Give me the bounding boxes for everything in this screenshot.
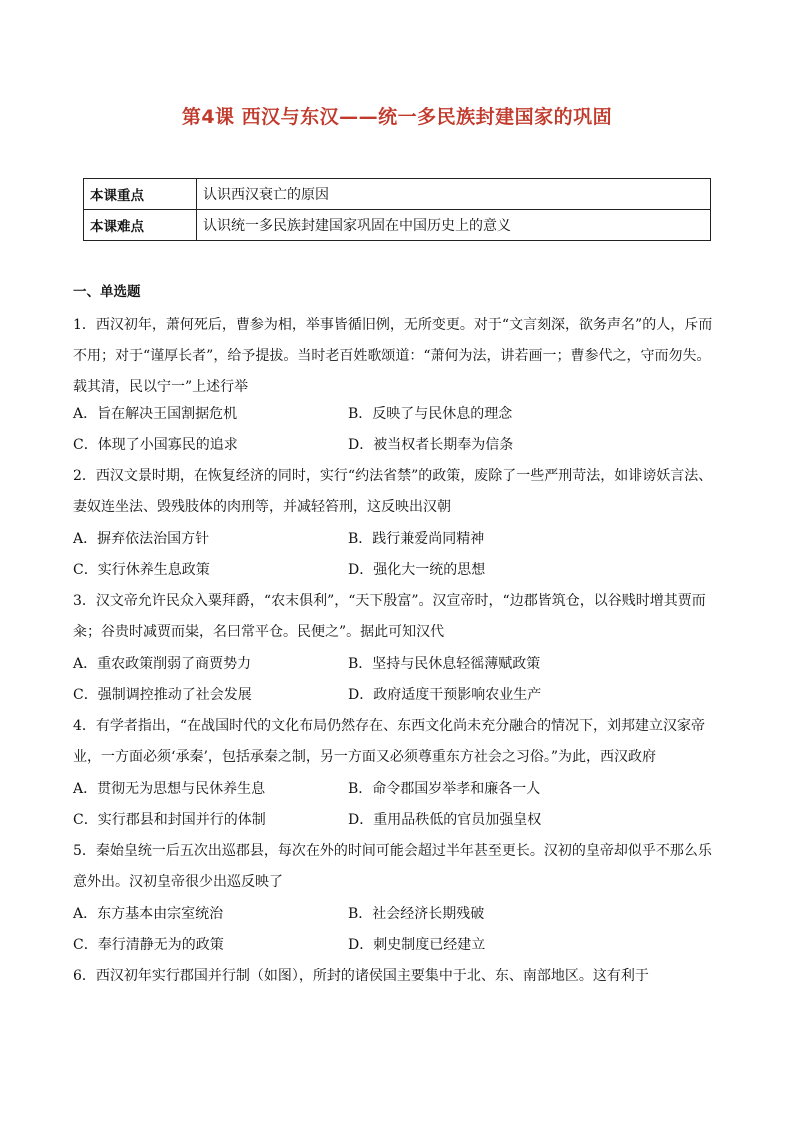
question-4-stem: 4．有学者指出，“在战国时代的文化布局仍然存在、东西文化尚未充分融合的情况下，刘邦建立汉家帝业，一方面必须‘承秦’，包括承秦之制，另一方面又必须尊重东方社会之习俗。”为此，西汉政府 xyxy=(73,718,706,765)
question-2-option-b[interactable]: B．践行兼爱尚同精神 xyxy=(348,531,485,547)
question-3-stem: 3．汉文帝允许民众入粟拜爵，“农末俱利”，“天下殷富”。汉宣帝时，“边郡皆筑仓，以谷贱时增其贾而籴；谷贵时减贾而粜，名曰常平仓。民便之”。据此可知汉代 xyxy=(73,593,706,640)
row-value: 认识统一多民族封建国家巩固在中国历史上的意义 xyxy=(197,210,711,241)
question-6-stem: 6．西汉初年实行郡国并行制（如图），所封的诸侯国主要集中于北、东、南部地区。这有利于 xyxy=(73,968,649,984)
question-5-option-a[interactable]: A．东方基本由宗室统治 xyxy=(73,906,224,922)
question-2-option-c[interactable]: C．实行休养生息政策 xyxy=(73,562,210,578)
section-title: 一、单选题 xyxy=(73,284,141,300)
table-row xyxy=(84,210,711,241)
question-5-stem: 5．秦始皇统一后五次出巡郡县，每次在外的时间可能会超过半年甚至更长。汉初的皇帝却似乎不那么乐意外出。汉初皇帝很少出巡反映了 xyxy=(73,843,712,890)
row-value: 认识西汉衰亡的原因 xyxy=(197,179,711,210)
question-3-option-a[interactable]: A．重农政策削弱了商贾势力 xyxy=(73,656,252,672)
table-row xyxy=(84,179,711,210)
row-label: 本课难点 xyxy=(84,210,197,241)
question-1-option-c[interactable]: C．体现了小国寡民的追求 xyxy=(73,437,238,453)
question-1-option-b[interactable]: B．反映了与民休息的理念 xyxy=(348,406,513,422)
question-1-stem: 1．西汉初年，萧何死后，曹参为相，举事皆循旧例，无所变更。对于“文言刻深，欲务声名”的人，斥而不用；对于“谨厚长者”，给予提拔。当时老百姓歌颂道：“萧何为法，讲若画一；曹参代之，守而勿失。载其清，民以宁一”上述行举 xyxy=(73,317,713,395)
question-4-option-b[interactable]: B．命令郡国岁举孝和廉各一人 xyxy=(348,781,541,797)
question-5-option-c[interactable]: C．奉行清静无为的政策 xyxy=(73,937,224,953)
question-4-option-d[interactable]: D．重用品秩低的官员加强皇权 xyxy=(348,812,542,828)
row-label: 本课重点 xyxy=(84,179,197,210)
question-2-option-a[interactable]: A．摒弃依法治国方针 xyxy=(73,531,210,547)
question-3-option-d[interactable]: D．政府适度干预影响农业生产 xyxy=(348,687,542,703)
question-5-option-b[interactable]: B．社会经济长期残破 xyxy=(348,906,485,922)
question-4-option-c[interactable]: C．实行郡县和封国并行的体制 xyxy=(73,812,266,828)
question-5-option-d[interactable]: D．刺史制度已经建立 xyxy=(348,937,486,953)
question-1-option-a[interactable]: A．旨在解决王国割据危机 xyxy=(73,406,238,422)
page-title: 第4课 西汉与东汉——统一多民族封建国家的巩固 xyxy=(181,106,613,128)
question-3-option-c[interactable]: C．强制调控推动了社会发展 xyxy=(73,687,252,703)
question-2-stem: 2．西汉文景时期，在恢复经济的同时，实行“约法省禁”的政策，废除了一些严刑苛法，如诽谤妖言法、妻奴连坐法、毁残肢体的肉刑等，并减轻笞刑，这反映出汉朝 xyxy=(73,468,713,515)
question-4-option-a[interactable]: A．贯彻无为思想与民休养生息 xyxy=(73,781,266,797)
question-1-option-d[interactable]: D．被当权者长期奉为信条 xyxy=(348,437,514,453)
question-2-option-d[interactable]: D．强化大一统的思想 xyxy=(348,562,486,578)
key-points-table xyxy=(83,178,711,241)
question-3-option-b[interactable]: B．坚持与民休息轻徭薄赋政策 xyxy=(348,656,541,672)
